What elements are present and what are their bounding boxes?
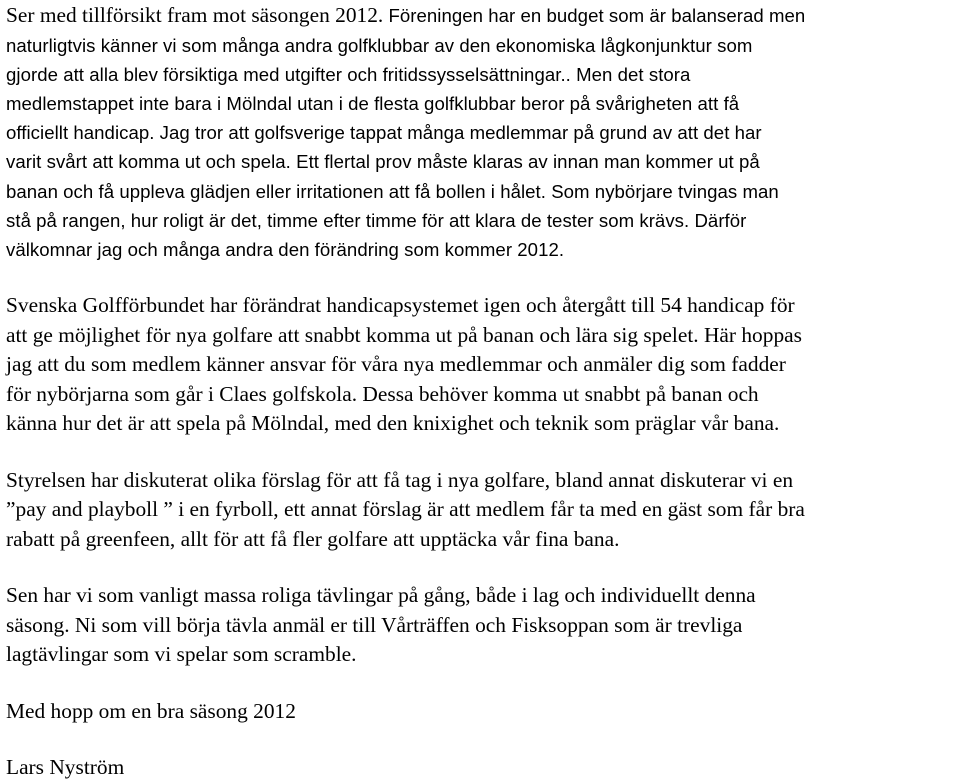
text-line: känna hur det är att spela på Mölndal, med den knixighet och teknik som präglar vår bana. [6,411,780,436]
text-line: Sen har vi som vanligt massa roliga tävlingar på gång, både i lag och individuellt denna [6,583,756,608]
text-line: lagtävlingar som vi spelar som scramble. [6,642,357,667]
signature [6,753,956,783]
text-line: säsong. Ni som vill börja tävla anmäl er till Vårträffen och Fisksoppan som är trevliga [6,612,743,637]
text-line: välkomnar jag och många andra den förändring som kommer 2012. [6,238,565,260]
text-line: ”pay and playboll ” i en fyrboll, ett annat förslag är att medlem får ta med en gäst som får bra [6,497,805,522]
paragraph-gap [6,264,956,291]
document-page [6,0,956,783]
paragraph-styrelsen [6,466,956,555]
text-line: att ge möjlighet för nya golfare att snabbt komma ut på banan och lära sig spelet. Här hoppas [6,322,802,347]
text-line: banan och få uppleva glädjen eller irritationen att få bollen i hålet. Som nybörjare tvingas man [6,180,779,202]
paragraph-gap [6,439,956,466]
signature-name: Lars Nyström [6,755,125,780]
text-line: officiellt handicap. Jag tror att golfsverige tappat många medlemmar på grund av att det har [6,122,762,144]
text-line: Svenska Golfförbundet har förändrat handicapsystemet igen och återgått till 54 handicap för [6,293,795,318]
text-line: varit svårt att komma ut och spela. Ett flertal prov måste klaras av innan man kommer ut på [6,151,760,173]
text-line: rabatt på greenfeen, allt för att få fler golfare att upptäcka vår fina bana. [6,526,620,551]
text-line: jag att du som medlem känner ansvar för våra nya medlemmar och anmäler dig som fadder [6,352,786,377]
closing-line: Med hopp om en bra säsong 2012 [6,698,296,723]
text-run-serif: Ser med tillförsikt fram mot säsongen 2012. [6,3,384,27]
text-line: för nybörjarna som går i Claes golfskola. Dessa behöver komma ut snabbt på banan och [6,381,759,406]
paragraph-gap [6,726,956,753]
text-line: Styrelsen har diskuterat olika förslag för att få tag i nya golfare, bland annat diskuterar vi en [6,467,794,492]
text-line: naturligtvis känner vi som många andra golfklubbar av den ekonomiska lågkonjunktur som [6,34,753,56]
text-run-sans: Föreningen har en budget som är balanserad men [383,5,806,26]
paragraph-golfforbundet [6,291,956,439]
paragraph-intro [6,0,956,264]
paragraph-gap [6,670,956,697]
text-line: gjorde att alla blev försiktiga med utgifter och fritidssysselsättningar.. Men det stora [6,63,691,85]
text-line: stå på rangen, hur roligt är det, timme efter timme för att klara de tester som krävs. Därför [6,209,747,231]
paragraph-gap [6,554,956,581]
text-line: medlemstappet inte bara i Mölndal utan i de flesta golfklubbar beror på svårigheten att få [6,92,740,114]
paragraph-closing [6,697,956,727]
text-line [6,1,956,31]
paragraph-tavlingar [6,581,956,670]
